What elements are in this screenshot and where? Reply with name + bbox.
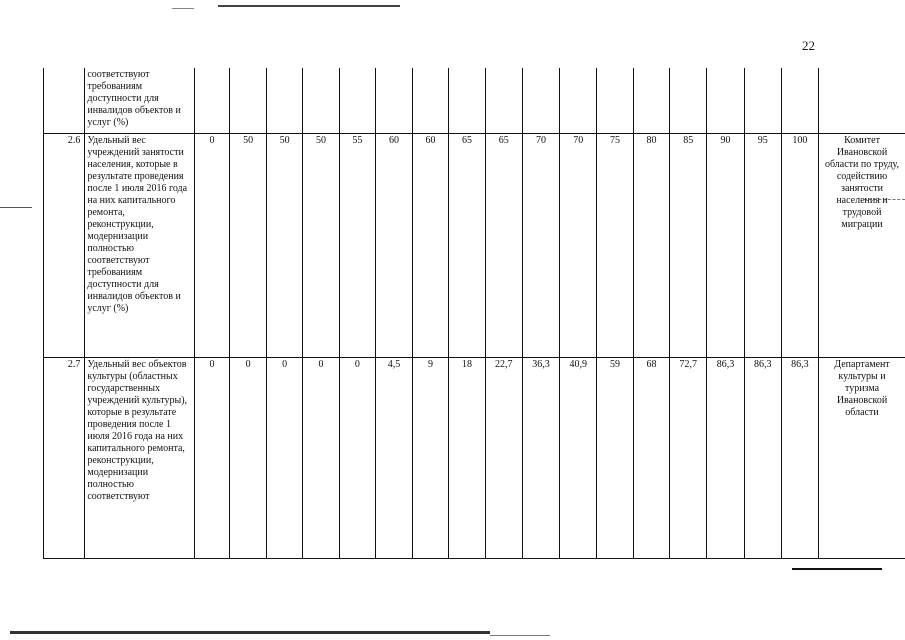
year-value-cell bbox=[781, 134, 818, 358]
year-value-cell bbox=[560, 68, 597, 134]
table-row bbox=[44, 358, 905, 559]
scan-artifact bbox=[172, 8, 194, 9]
year-value-cell bbox=[449, 358, 485, 559]
year-value: 90 bbox=[720, 135, 731, 146]
year-value-cell bbox=[744, 68, 781, 134]
year-value: 86,3 bbox=[753, 359, 772, 370]
year-value-cell bbox=[485, 358, 522, 559]
year-value: 36,3 bbox=[532, 359, 550, 370]
year-value-cell bbox=[230, 68, 266, 134]
table-bottom-rule bbox=[792, 568, 882, 570]
year-value: 86,3 bbox=[791, 359, 809, 370]
year-value: 70 bbox=[535, 135, 546, 146]
year-value-cell bbox=[303, 68, 339, 134]
year-value: 68 bbox=[646, 359, 657, 370]
year-value-cell bbox=[560, 134, 597, 358]
year-value-cell bbox=[194, 358, 230, 559]
year-value-cell bbox=[633, 358, 669, 559]
year-value: 75 bbox=[610, 135, 621, 146]
year-value-cell bbox=[744, 134, 781, 358]
year-value: 22,7 bbox=[495, 359, 513, 370]
year-value-cell bbox=[485, 68, 522, 134]
year-value-cell bbox=[597, 68, 633, 134]
year-value: 0 bbox=[245, 359, 251, 370]
year-value-cell bbox=[412, 358, 448, 559]
year-value-cell bbox=[194, 134, 230, 358]
row-number: 2.6 bbox=[44, 134, 85, 358]
year-value-cell bbox=[707, 358, 744, 559]
year-value-cell bbox=[597, 134, 633, 358]
year-value-cell bbox=[781, 68, 818, 134]
year-value-cell bbox=[303, 358, 339, 559]
year-value-cell bbox=[449, 134, 485, 358]
year-value-cell bbox=[560, 358, 597, 559]
year-value: 72,7 bbox=[679, 359, 698, 370]
year-value: 70 bbox=[573, 135, 584, 146]
year-value: 0 bbox=[209, 359, 215, 370]
year-value: 0 bbox=[318, 359, 324, 370]
scan-artifact bbox=[490, 635, 550, 636]
year-value-cell bbox=[781, 358, 818, 559]
year-value-cell bbox=[449, 68, 485, 134]
year-value-cell bbox=[633, 68, 669, 134]
year-value: 0 bbox=[209, 135, 215, 146]
year-value-cell bbox=[522, 134, 559, 358]
year-value: 50 bbox=[315, 135, 326, 146]
year-value-cell bbox=[230, 358, 266, 559]
year-value-cell bbox=[266, 134, 302, 358]
indicator-description: Удельный вес учреждений занятости населения, которые в результате проведения после 1 июля 2016 года на них капитального ремонта, реконструкции, модернизации полностью соответствуют требованиям доступности для инвалидов объектов и услуг (%) bbox=[85, 134, 194, 358]
year-value-cell bbox=[376, 358, 413, 559]
indicator-table bbox=[43, 68, 905, 559]
year-value-cell bbox=[744, 358, 781, 559]
responsible-body: Департамент культуры и туризма Ивановской области bbox=[819, 358, 905, 559]
year-value-cell bbox=[339, 358, 375, 559]
year-value: 95 bbox=[757, 135, 768, 146]
year-value: 40,9 bbox=[569, 359, 587, 370]
year-value-cell bbox=[266, 358, 302, 559]
page-number: 22 bbox=[802, 38, 815, 53]
responsible-body: Комитет Ивановской области по труду, содействию занятости населения и трудовой миграции bbox=[819, 134, 905, 358]
responsible-body bbox=[819, 68, 905, 134]
year-value-cell bbox=[707, 134, 744, 358]
year-value-cell bbox=[707, 68, 744, 134]
year-value: 60 bbox=[425, 135, 436, 146]
year-value: 65 bbox=[461, 135, 472, 146]
year-value: 50 bbox=[279, 135, 290, 146]
year-value-cell bbox=[194, 68, 230, 134]
year-value-cell bbox=[339, 68, 375, 134]
year-value-cell bbox=[412, 68, 448, 134]
year-value-cell bbox=[266, 68, 302, 134]
year-value: 65 bbox=[498, 135, 509, 146]
indicator-description: соответствуют требованиям доступности для инвалидов объектов и услуг (%) bbox=[85, 68, 194, 134]
year-value-cell bbox=[522, 358, 559, 559]
year-value: 55 bbox=[352, 135, 363, 146]
scan-artifact bbox=[10, 631, 490, 634]
year-value: 18 bbox=[461, 359, 472, 370]
year-value: 86,3 bbox=[716, 359, 735, 370]
year-value: 0 bbox=[282, 359, 288, 370]
year-value-cell bbox=[522, 68, 559, 134]
year-value: 0 bbox=[354, 359, 360, 370]
year-value: 100 bbox=[792, 135, 808, 146]
year-value-cell bbox=[670, 68, 707, 134]
year-value-cell bbox=[670, 358, 707, 559]
year-value: 9 bbox=[428, 359, 434, 370]
year-value: 60 bbox=[388, 135, 399, 146]
table-row bbox=[44, 134, 905, 358]
year-value-cell bbox=[339, 134, 375, 358]
year-value: 50 bbox=[243, 135, 254, 146]
row-number: 2.7 bbox=[44, 358, 85, 559]
year-value-cell bbox=[376, 134, 413, 358]
indicator-description: Удельный вес объектов культуры (областных государственных учреждений культуры), которые в результате проведения после 1 июля 2016 года на них капитального ремонта, реконструкции, модернизации полностью соответствуют bbox=[85, 358, 194, 559]
year-value-cell bbox=[230, 134, 266, 358]
year-value-cell bbox=[670, 134, 707, 358]
row-number bbox=[44, 68, 85, 134]
year-value-cell bbox=[376, 68, 413, 134]
scan-artifact bbox=[0, 207, 32, 208]
scan-artifact bbox=[218, 5, 400, 7]
year-value: 4,5 bbox=[387, 359, 401, 370]
year-value-cell bbox=[633, 134, 669, 358]
year-value-cell bbox=[303, 134, 339, 358]
year-value-cell bbox=[485, 134, 522, 358]
year-value: 80 bbox=[646, 135, 657, 146]
year-value: 85 bbox=[683, 135, 694, 146]
year-value-cell bbox=[597, 358, 633, 559]
year-value-cell bbox=[412, 134, 448, 358]
year-value: 59 bbox=[610, 359, 621, 370]
table-row bbox=[44, 68, 905, 134]
